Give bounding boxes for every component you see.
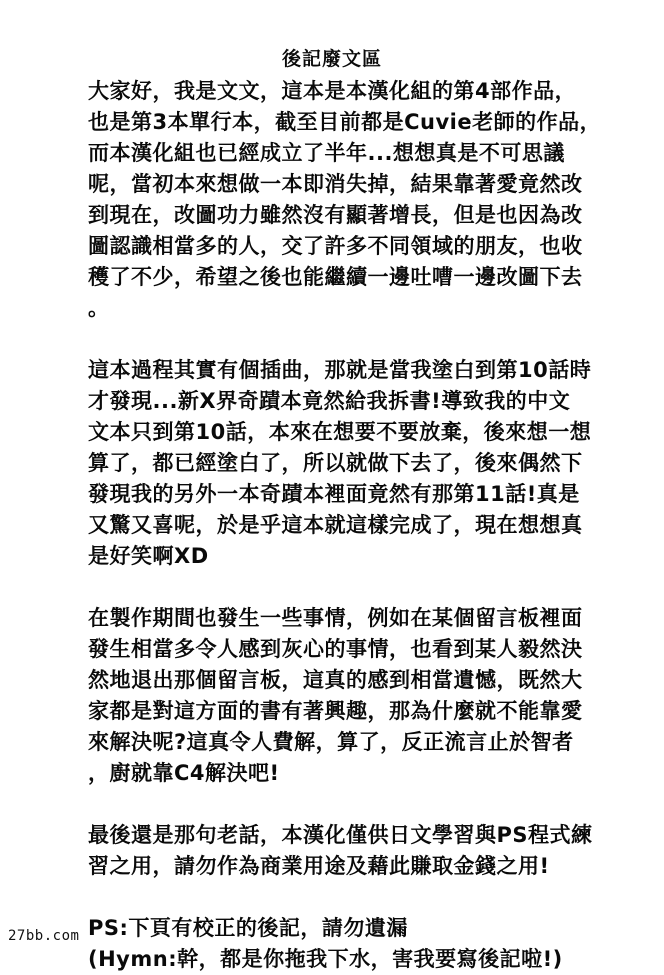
paragraph-intro (88, 76, 608, 324)
text-line: 然地退出那個留言板，這真的感到相當遺憾，既然大 (88, 668, 583, 692)
text-line: 呢，當初本來想做一本即消失掉，結果靠著愛竟然改 (88, 172, 583, 196)
page-title: 後記廢文區 (281, 48, 382, 70)
text-line: ，廚就靠C4解決吧! (88, 761, 280, 785)
text-line: 文本只到第10話，本來在想要不要放棄，後來想一想 (88, 420, 592, 444)
text-line: 到現在，改圖功力雖然沒有顯著增長，但是也因為改 (88, 203, 583, 227)
text-line: 穫了不少，希望之後也能繼續一邊吐嘈一邊改圖下去 (88, 265, 583, 289)
text-line: 家都是對這方面的書有著興趣，那為什麼就不能靠愛 (88, 699, 583, 723)
postscript (88, 913, 608, 975)
paragraph-disclaimer (88, 820, 608, 882)
text-line: 在製作期間也發生一些事情，例如在某個留言板裡面 (88, 606, 583, 630)
text-line: 發生相當多令人感到灰心的事情，也看到某人毅然決 (88, 637, 583, 661)
text-line: 發現我的另外一本奇蹟本裡面竟然有那第11話!真是 (88, 482, 580, 506)
text-line: 習之用，請勿作為商業用途及藉此賺取金錢之用! (88, 854, 550, 878)
paragraph-episode (88, 355, 608, 572)
afterword-body (88, 76, 608, 975)
text-line: 是好笑啊XD (88, 544, 209, 568)
text-line: 而本漢化組也已經成立了半年...想想真是不可思議 (88, 141, 565, 165)
text-line: 大家好，我是文文，這本是本漢化組的第4部作品， (88, 79, 577, 103)
text-line: (Hymn:幹，都是你拖我下水，害我要寫後記啦!) (88, 947, 563, 971)
text-line: 才發現...新X界奇蹟本竟然給我拆書!導致我的中文 (88, 389, 571, 413)
text-line: 這本過程其實有個插曲，那就是當我塗白到第10話時 (88, 358, 592, 382)
text-line: 來解決呢?這真令人費解，算了，反正流言止於智者 (88, 730, 574, 754)
text-line: 也是第3本單行本，截至目前都是Cuvie老師的作品， (88, 110, 602, 134)
site-watermark: 27bb.com (8, 928, 80, 944)
text-line: 又驚又喜呢，於是乎這本就這樣完成了，現在想想真 (88, 513, 583, 537)
paragraph-events (88, 603, 608, 789)
text-line: 圖認識相當多的人，交了許多不同領域的朋友，也收 (88, 234, 583, 258)
text-line: PS:下頁有校正的後記，請勿遺漏 (88, 916, 408, 940)
text-line: 算了，都已經塗白了，所以就做下去了，後來偶然下 (88, 451, 583, 475)
text-line: 最後還是那句老話，本漢化僅供日文學習與PS程式練 (88, 823, 593, 847)
text-line: 。 (88, 296, 110, 320)
